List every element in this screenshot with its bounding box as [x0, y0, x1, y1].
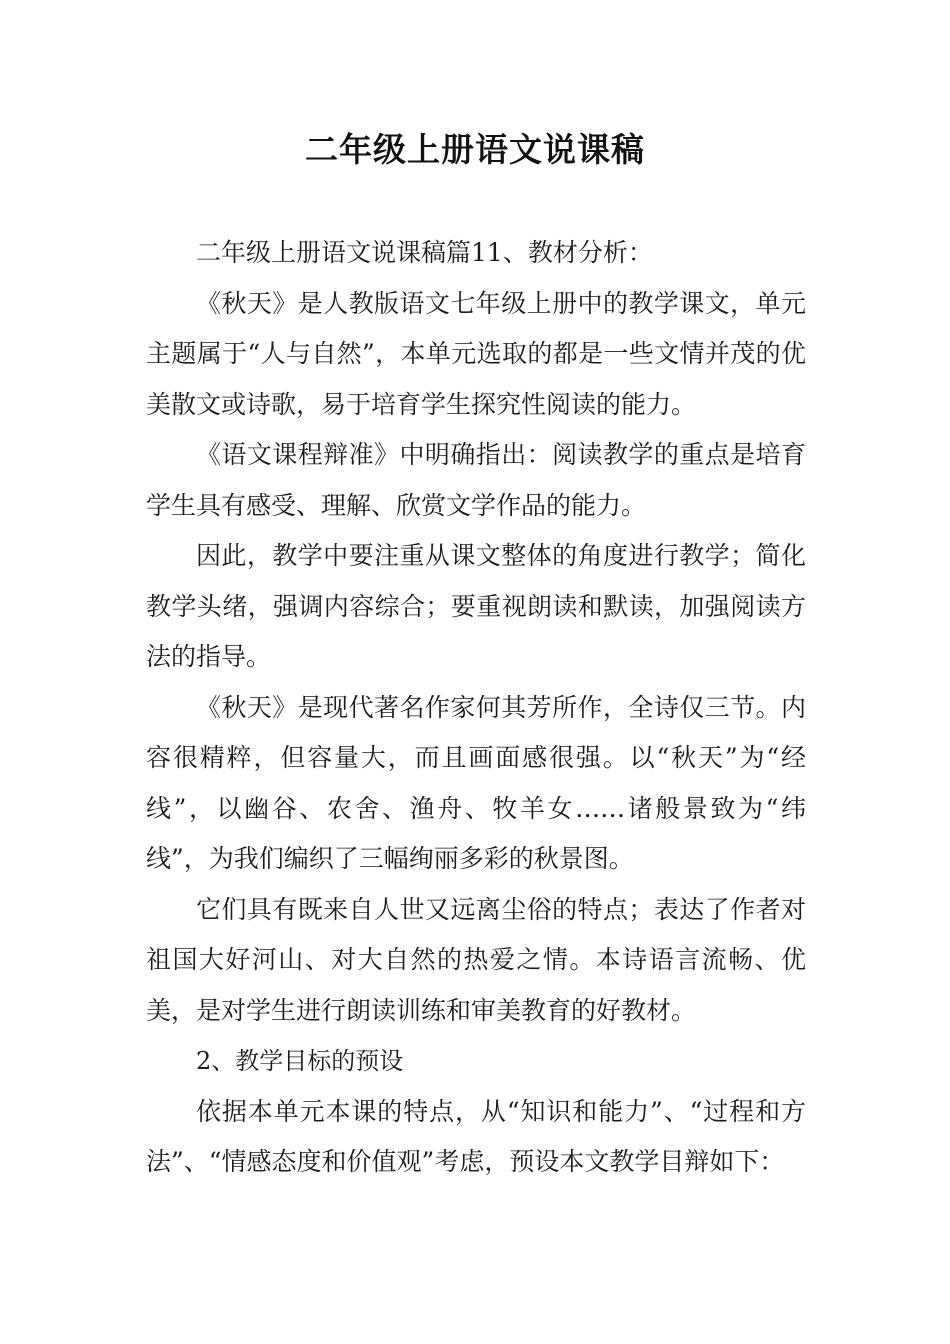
paragraph-teaching-approach: 因此，教学中要注重从课文整体的角度进行教学；简化教学头绪，强调内容综合；要重视朗读和默读，加强阅读方法的指导。	[146, 541, 806, 671]
paragraph-poem-features: 它们具有既来自人世又远离尘俗的特点；表达了作者对祖国大好河山、对大自然的热爱之情。本诗语言流畅、优美，是对学生进行朗读训练和审美教育的好教材。	[146, 894, 806, 1025]
paragraph-textbook-analysis: 《秋天》是人教版语文七年级上册中的教学课文，单元主题属于“人与自然”，本单元选取的都是一些文情并茂的优美散文或诗歌，易于培育学生探究性阅读的能力。	[146, 288, 806, 419]
paragraph-curriculum-standard: 《语文课程辩准》中明确指出：阅读教学的重点是培育学生具有感受、理解、欣赏文学作品的能力。	[146, 440, 806, 520]
paragraph-intro-heading: 二年级上册语文说课稿篇11、教材分析：	[196, 238, 653, 267]
paragraph-poem-description: 《秋天》是现代著名作家何其芳所作，全诗仅三节。内容很精粹，但容量大，而且画面感很强。以“秋天”为“经线”，以幽谷、农舍、渔舟、牧羊女……诸般景致为“纬线”，为我们编织了三幅绚丽多彩的秋景图。	[146, 692, 806, 873]
section-heading-teaching-goals: 2、教学目标的预设	[196, 1047, 404, 1075]
document-title: 二年级上册语文说课稿	[305, 130, 645, 169]
paragraph-goals-intro: 依据本单元本课的特点，从“知识和能力”、“过程和方法”、“情感态度和价值观”考虑，预设本文教学目辩如下：	[146, 1096, 806, 1176]
document-body	[146, 228, 806, 1188]
